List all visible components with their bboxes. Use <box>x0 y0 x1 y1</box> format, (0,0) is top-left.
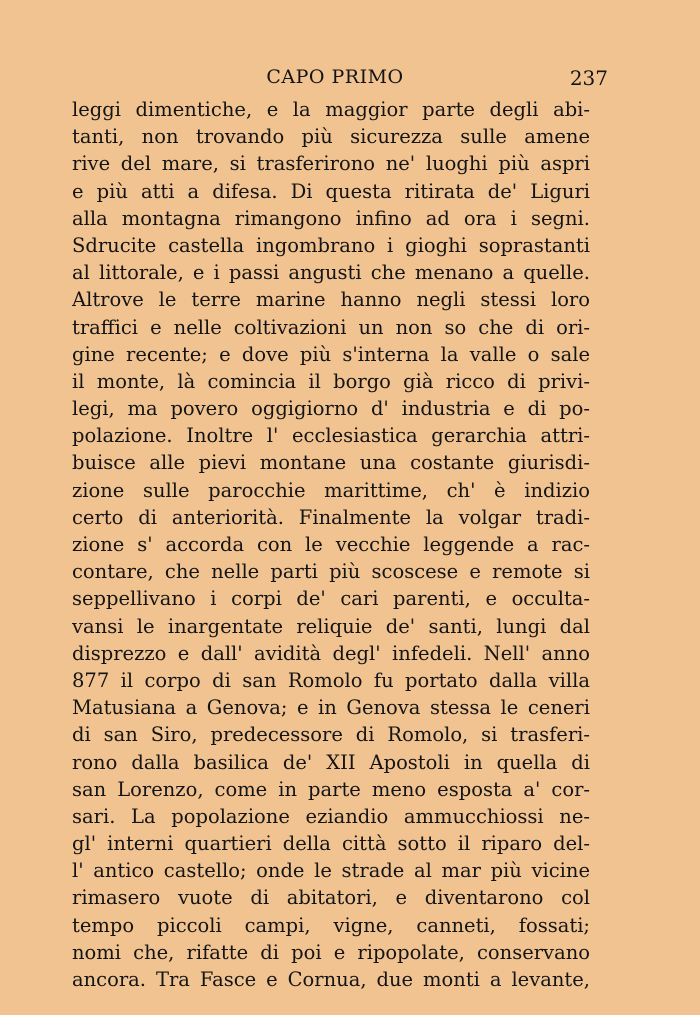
text-line: certo di anteriorità. Finalmente la volgar tradi- <box>72 505 590 529</box>
text-line: legi, ma povero oggigiorno d' industria e di po- <box>72 397 590 421</box>
text-line: Altrove le terre marine hanno negli stessi loro <box>72 288 590 312</box>
page-number: 237 <box>569 66 608 90</box>
text-line: ancora. Tra Fasce e Cornua, due monti a levante, <box>72 968 590 991</box>
text-line: rono dalla basilica de' XII Apostoli in quella di <box>72 750 590 774</box>
text-line: gl' interni quartieri della città sotto il riparo del- <box>72 832 590 856</box>
text-line: tempo piccoli campi, vigne, canneti, fossati; <box>72 913 590 937</box>
text-line: traffici e nelle coltivazioni un non so che di ori- <box>72 315 590 339</box>
text-line: san Lorenzo, come in parte meno esposta a' cor- <box>72 777 590 801</box>
text-line: zione sulle parocchie marittime, ch' è indizio <box>72 478 590 502</box>
running-title: CAPO PRIMO <box>266 66 404 88</box>
text-line: e più atti a difesa. Di questa ritirata de' Liguri <box>72 179 590 203</box>
text-line: alla montagna rimangono infino ad ora i segni. <box>72 206 590 230</box>
text-line: 877 il corpo di san Romolo fu portato dalla villa <box>72 668 590 692</box>
text-line: contare, che nelle parti più scoscese e remote si <box>72 560 590 584</box>
text-line: Matusiana a Genova; e in Genova stessa le ceneri <box>72 696 590 720</box>
running-head <box>70 66 608 96</box>
text-line: di san Siro, predecessore di Romolo, si trasferi- <box>72 723 590 747</box>
text-line: l' antico castello; onde le strade al mar più vicine <box>72 859 590 883</box>
text-line: rive del mare, si trasferirono ne' luoghi più aspri <box>72 152 590 176</box>
text-line: polazione. Inoltre l' ecclesiastica gerarchia attri- <box>72 424 590 448</box>
text-line: sari. La popolazione eziandio ammucchiossi ne- <box>72 804 590 828</box>
text-line: seppellivano i corpi de' cari parenti, e occulta- <box>72 587 590 611</box>
text-line: al littorale, e i passi angusti che menano a quelle. <box>72 261 590 285</box>
text-line: Sdrucite castella ingombrano i gioghi soprastanti <box>72 233 590 257</box>
text-line: leggi dimentiche, e la maggior parte degli abi- <box>72 98 590 121</box>
text-line: il monte, là comincia il borgo già ricco di privi- <box>72 369 590 393</box>
text-line: rimasero vuote di abitatori, e diventarono col <box>72 886 590 910</box>
text-line: buisce alle pievi montane una costante giurisdi- <box>72 451 590 475</box>
text-line: vansi le inargentate reliquie de' santi, lungi dal <box>72 614 590 638</box>
text-line: nomi che, rifatte di poi e ripopolate, conservano <box>72 940 590 964</box>
text-line: tanti, non trovando più sicurezza sulle amene <box>72 125 590 149</box>
text-line: zione s' accorda con le vecchie leggende a rac- <box>72 533 590 556</box>
text-line: disprezzo e dall' avidità degl' infedeli. Nell' anno <box>72 641 590 665</box>
body-text <box>72 96 590 993</box>
text-line: gine recente; e dove più s'interna la valle o sale <box>72 342 590 366</box>
